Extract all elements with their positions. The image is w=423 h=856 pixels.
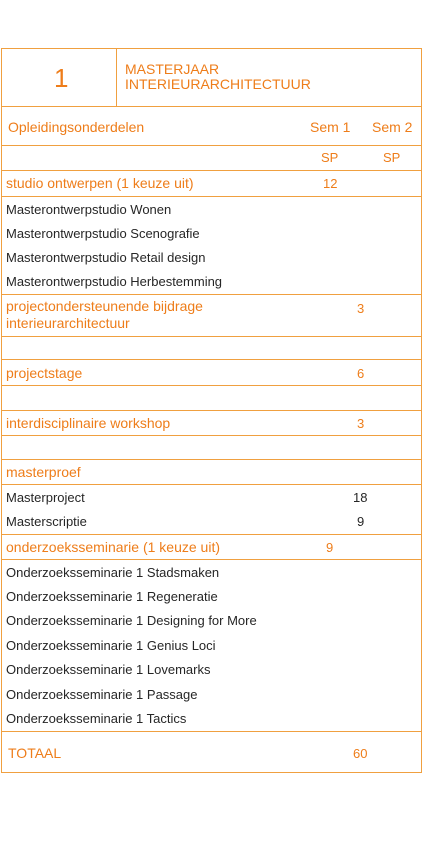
unit-sem2: SP: [383, 150, 401, 165]
course-label: Onderzoeksseminarie 1 Designing for More: [6, 613, 257, 628]
course-row: [2, 485, 421, 510]
course-row: [2, 270, 421, 295]
category-label-line2: interieurarchitectuur: [6, 315, 130, 331]
column-header-sem2: Sem 2: [372, 119, 413, 135]
year-number: 1: [54, 63, 69, 93]
category-label: projectstage: [6, 365, 83, 381]
category-label: masterproef: [6, 464, 81, 480]
course-label: Masterontwerpstudio Retail design: [6, 250, 206, 265]
category-row: [2, 171, 421, 197]
course-label: Masterontwerpstudio Wonen: [6, 202, 172, 217]
course-row: [2, 510, 421, 535]
category-label: interdisciplinaire workshop: [6, 415, 171, 431]
category-label-line1: projectondersteunende bijdrage: [6, 298, 203, 314]
course-label: Onderzoeksseminarie 1 Genius Loci: [6, 638, 216, 653]
spacer-row: [2, 436, 421, 460]
header-title-line1: MASTERJAAR: [125, 61, 220, 77]
course-label: Masterontwerpstudio Herbestemming: [6, 274, 223, 289]
course-credits: 9: [357, 514, 365, 529]
category-row: [2, 535, 421, 560]
category-row: [2, 411, 421, 436]
category-credits: 3: [357, 416, 365, 431]
course-row: [2, 197, 421, 222]
header-divider: [116, 49, 117, 107]
category-credits: 12: [323, 176, 338, 191]
course-row: [2, 222, 421, 246]
total-row: [2, 732, 421, 772]
category-row: [2, 295, 421, 337]
column-header-sem1: Sem 1: [310, 119, 351, 135]
course-row: [2, 707, 421, 732]
category-credits: 6: [357, 366, 365, 381]
header-title-line2: INTERIEURARCHITECTUUR: [125, 76, 311, 92]
total-credits: 60: [353, 746, 368, 761]
category-label: studio ontwerpen (1 keuze uit): [6, 175, 194, 191]
course-row: [2, 634, 421, 658]
course-row: [2, 585, 421, 609]
course-row: [2, 560, 421, 585]
spacer-row: [2, 386, 421, 411]
units-row: [2, 146, 421, 171]
course-row: [2, 683, 421, 707]
column-header-row: [2, 107, 421, 146]
course-row: [2, 658, 421, 683]
spacer-row: [2, 337, 421, 360]
category-row: [2, 460, 421, 485]
category-label: onderzoeksseminarie (1 keuze uit): [6, 539, 220, 555]
course-row: [2, 609, 421, 634]
course-label: Masterontwerpstudio Scenografie: [6, 226, 200, 241]
column-header-component: Opleidingsonderdelen: [8, 119, 145, 135]
course-credits: 18: [353, 490, 368, 505]
unit-sem1: SP: [321, 150, 339, 165]
course-label: Onderzoeksseminarie 1 Stadsmaken: [6, 565, 220, 580]
course-row: [2, 246, 421, 270]
course-label: Masterproject: [6, 490, 85, 505]
course-label: Onderzoeksseminarie 1 Lovemarks: [6, 662, 211, 677]
total-label: TOTAAL: [8, 745, 62, 761]
study-program-table: [1, 48, 422, 773]
category-credits: 3: [357, 301, 365, 316]
course-label: Onderzoeksseminarie 1 Passage: [6, 687, 198, 702]
course-label: Onderzoeksseminarie 1 Tactics: [6, 711, 187, 726]
category-row: [2, 360, 421, 386]
course-label: Onderzoeksseminarie 1 Regeneratie: [6, 589, 218, 604]
course-label: Masterscriptie: [6, 514, 87, 529]
table-header: [2, 49, 421, 107]
category-credits: 9: [326, 540, 334, 555]
